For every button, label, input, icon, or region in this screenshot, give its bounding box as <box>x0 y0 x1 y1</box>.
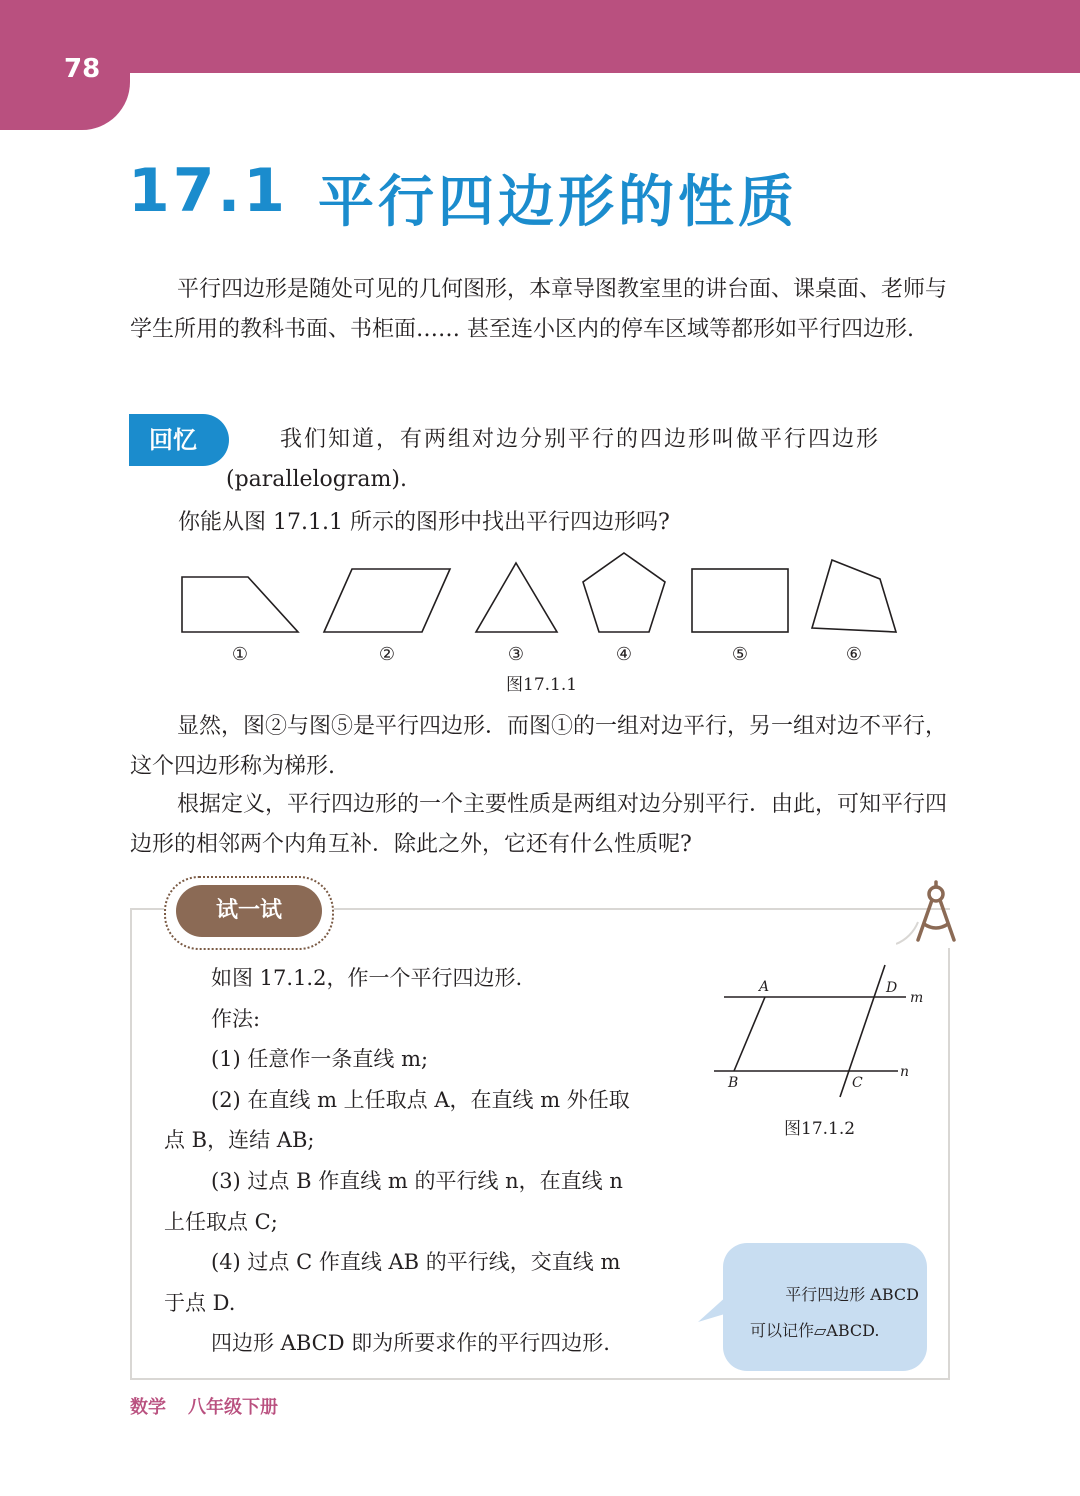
page-number: 78 <box>64 54 101 84</box>
footer-grade: 八年级下册 <box>188 1397 278 1418</box>
shape-label-3: ③ <box>507 644 525 665</box>
try-it-conclusion: 四边形 ABCD 即为所要求作的平行四边形. <box>211 1331 610 1356</box>
speech-bubble <box>723 1243 927 1371</box>
shape-label-1: ① <box>231 644 249 665</box>
figure-17-1-2-caption: 图17.1.2 <box>784 1119 856 1139</box>
point-c-label: C <box>852 1075 863 1091</box>
shape-label-5: ⑤ <box>731 644 749 665</box>
line-m-label: m <box>910 990 924 1006</box>
point-a-label: A <box>759 979 770 995</box>
section-number: 17.1 <box>128 156 289 226</box>
try-it-badge: 试一试 <box>176 885 322 937</box>
property-paragraph: 根据定义，平行四边形的一个主要性质是两组对边分别平行．由此，可知平行四边形的相邻两个内角互补．除此之外，它还有什么性质呢? <box>130 792 948 857</box>
try-it-intro: 如图 17.1.2，作一个平行四边形. <box>211 966 523 990</box>
shape-label-6: ⑥ <box>845 644 863 665</box>
shape-label-2: ② <box>378 644 396 665</box>
try-it-instructions <box>164 958 644 1364</box>
figure-17-1-1-caption: 图17.1.1 <box>506 675 578 695</box>
recall-badge: 回忆 <box>129 414 229 466</box>
shape-2-parallelogram <box>324 569 450 632</box>
footer-subject: 数学 <box>130 1397 166 1418</box>
question-text: 你能从图 17.1.1 所示的图形中找出平行四边形吗? <box>178 510 670 535</box>
try-it-step-2: (2) 在直线 m 上任取点 A，在直线 m 外任取点 B，连结 AB; <box>164 1087 630 1153</box>
try-it-box-right-border <box>948 948 950 1380</box>
recall-definition <box>130 420 952 500</box>
shape-4-pentagon <box>583 553 665 632</box>
line-n-label: n <box>900 1064 910 1080</box>
shape-label-4: ④ <box>615 644 633 665</box>
recall-line-2: (parallelogram). <box>226 467 407 492</box>
intro-paragraph: 平行四边形是随处可见的几何图形，本章导图教室里的讲台面、课桌面、老师与学生所用的教科书面、书柜面…… 甚至连小区内的停车区域等都形如平行四边形. <box>130 277 948 342</box>
try-it-step-3: (3) 过点 B 作直线 m 的平行线 n，在直线 n 上任取点 C; <box>164 1168 623 1234</box>
try-it-step-4: (4) 过点 C 作直线 AB 的平行线，交直线 m 于点 D. <box>164 1250 621 1315</box>
footer <box>130 1393 278 1419</box>
shape-3-triangle <box>476 563 557 632</box>
bubble-text-line-2: 可以记作▱ABCD. <box>750 1321 880 1340</box>
shape-5-rectangle <box>692 569 788 632</box>
segment-ab <box>734 997 765 1071</box>
point-d-label: D <box>886 980 898 996</box>
recall-line-1: 我们知道，有两组对边分别平行的四边形叫做平行四边形 <box>280 427 881 452</box>
try-it-method: 作法: <box>211 1006 261 1031</box>
observation-paragraph: 显然，图②与图⑤是平行四边形．而图①的一组对边平行，另一组对边不平行，这个四边形称为梯形. <box>130 714 948 779</box>
point-b-label: B <box>728 1075 739 1091</box>
figure-17-1-2 <box>700 960 940 1100</box>
bubble-text-line-1: 平行四边形 ABCD <box>785 1285 919 1304</box>
section-title: 平行四边形的性质 <box>318 170 798 235</box>
header-band <box>0 0 1080 73</box>
shape-6-quadrilateral <box>812 560 896 632</box>
figure-17-1-1 <box>130 540 930 670</box>
shape-1-trapezoid <box>182 577 298 632</box>
compass-icon <box>896 874 966 954</box>
try-it-step-1: (1) 任意作一条直线 m; <box>211 1047 429 1072</box>
